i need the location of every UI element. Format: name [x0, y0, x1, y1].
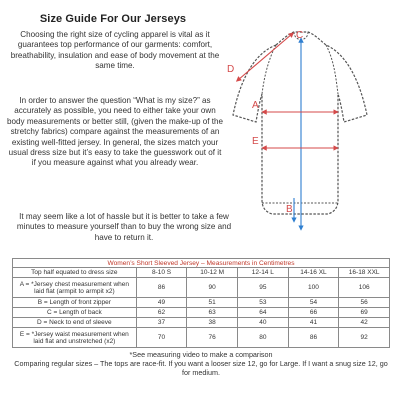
- table-cell: 62: [136, 308, 187, 318]
- table-cell: 54: [288, 298, 339, 308]
- row-label: A = *Jersey chest measurement when laid flat (armpit to armpit x2): [13, 278, 137, 298]
- page-title: Size Guide For Our Jerseys: [39, 13, 187, 25]
- table-cell: 86: [136, 278, 187, 298]
- table-cell: 100: [288, 278, 339, 298]
- table-cell: 37: [136, 318, 187, 328]
- table-row: [13, 298, 390, 308]
- table-header-row: [13, 268, 390, 278]
- measuring-video-note: *See measuring video to make a comparison: [129, 350, 273, 359]
- table-caption: Women’s Short Sleeved Jersey – Measurements in Centimetres: [13, 259, 390, 268]
- table-cell: 69: [339, 308, 390, 318]
- label-a: A: [252, 100, 259, 111]
- table-cell: 51: [187, 298, 238, 308]
- table-cell: 49: [136, 298, 187, 308]
- table-row: [13, 308, 390, 318]
- table-cell: 56: [339, 298, 390, 308]
- table-cell: 70: [136, 328, 187, 348]
- table-cell: 90: [187, 278, 238, 298]
- label-e: E: [252, 136, 259, 147]
- table-cell: 64: [238, 308, 289, 318]
- table-cell: 63: [187, 308, 238, 318]
- table-cell: 66: [288, 308, 339, 318]
- table-cell: 41: [288, 318, 339, 328]
- table-cell: 80: [238, 328, 289, 348]
- header-cell: 14-16 XL: [288, 268, 339, 278]
- table-cell: 95: [238, 278, 289, 298]
- table-row: [13, 318, 390, 328]
- jersey-outline: [233, 32, 367, 214]
- table-cell: 76: [187, 328, 238, 348]
- size-comparison-note: Comparing regular sizes – The tops are race-fit. If you want a looser size 12, go for Large. If I want a snug size 12, go for medium.: [14, 359, 388, 378]
- label-d: D: [227, 64, 235, 75]
- table-cell: 53: [238, 298, 289, 308]
- table-row: [13, 278, 390, 298]
- advice-paragraph: It may seem like a lot of hassle but it is better to take a few minutes to measure yourself than to buy the wrong size and have to return it.: [16, 212, 232, 242]
- table-cell: 86: [288, 328, 339, 348]
- jersey-diagram: [224, 20, 374, 245]
- table-cell: 38: [187, 318, 238, 328]
- table-cell: 106: [339, 278, 390, 298]
- header-cell: Top half equated to dress size: [13, 268, 137, 278]
- size-table: [12, 258, 390, 348]
- header-cell: 16-18 XXL: [339, 268, 390, 278]
- label-c: C: [296, 30, 304, 41]
- row-label: B = Length of front zipper: [13, 298, 137, 308]
- table-cell: 42: [339, 318, 390, 328]
- header-cell: 12-14 L: [238, 268, 289, 278]
- intro-paragraph: Choosing the right size of cycling apparel is vital as it guarantees top performance of our garments: comfort, breathability, insulation and ease of body movement at the same time.: [10, 30, 220, 71]
- measurement-paragraph: In order to answer the question “What is my size?” as accurately as possible, you need to either take your own body measurements or better still, (given the make-up of the stretchy fabrics) compare against the measurements of an existing well-fitted jersey. In general, the sizes match your usual dress size but it’s easy to take the guesswork out of it if you measure against what you already wear.: [7, 96, 223, 168]
- table-cell: 92: [339, 328, 390, 348]
- row-label: E = *Jersey waist measurement when laid flat and unstretched (x2): [13, 328, 137, 348]
- label-b: B: [286, 204, 293, 215]
- header-cell: 8-10 S: [136, 268, 187, 278]
- table-cell: 40: [238, 318, 289, 328]
- header-cell: 10-12 M: [187, 268, 238, 278]
- row-label: D = Neck to end of sleeve: [13, 318, 137, 328]
- table-row: [13, 328, 390, 348]
- row-label: C = Length of back: [13, 308, 137, 318]
